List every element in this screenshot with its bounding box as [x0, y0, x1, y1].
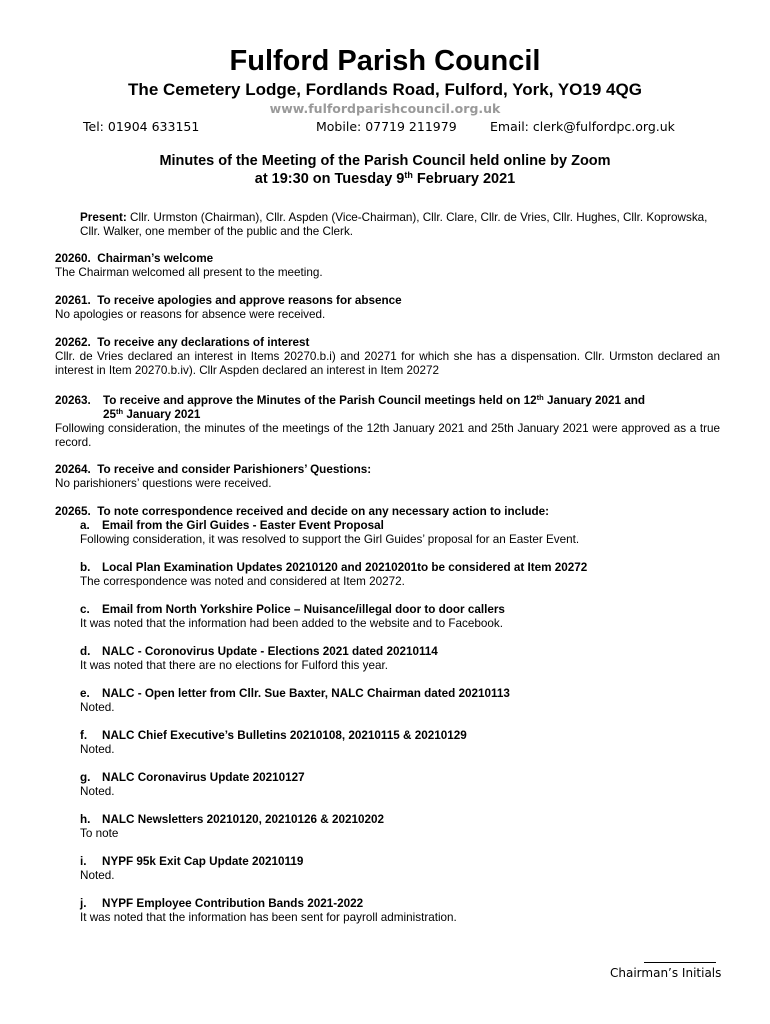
- item-20265: [55, 505, 720, 519]
- correspondence-title: Local Plan Examination Updates 20210120 and 20210201to be considered at Item 20272: [102, 561, 588, 574]
- item-title: To note correspondence received and decide on any necessary action to include:: [97, 505, 550, 518]
- correspondence-heading: [80, 519, 720, 533]
- item-text: The Chairman welcomed all present to the meeting.: [55, 266, 323, 279]
- correspondence-item-h: [80, 813, 720, 841]
- mobile-number: Mobile: 07719 211979: [316, 119, 457, 134]
- item-number: 20263.: [55, 394, 91, 407]
- correspondence-text: The correspondence was noted and considered at Item 20272.: [80, 575, 405, 588]
- item-title: To receive any declarations of interest: [97, 336, 310, 349]
- meeting-date-suffix: th: [404, 170, 413, 180]
- item-heading: [55, 394, 720, 408]
- item-heading: [55, 505, 720, 519]
- correspondence-item-c: [80, 603, 720, 631]
- meeting-heading-line2: [0, 170, 770, 188]
- item-title-date-month: January 2021: [123, 408, 201, 421]
- correspondence-item-b: [80, 561, 720, 589]
- correspondence-text: To note: [80, 827, 119, 840]
- meeting-date-text: at 19:30 on Tuesday 9: [254, 171, 405, 187]
- present-label: Present:: [80, 211, 127, 224]
- correspondence-heading: [80, 771, 720, 785]
- correspondence-text: Following consideration, it was resolved to support the Girl Guides’ proposal for an Easter Event.: [80, 533, 580, 546]
- telephone-number: Tel: 01904 633151: [83, 119, 200, 134]
- meeting-date-month: February 2021: [412, 171, 516, 187]
- item-title-date-suffix: th: [116, 407, 124, 416]
- correspondence-item-g: [80, 771, 720, 799]
- correspondence-item-j: [80, 897, 720, 925]
- correspondence-heading: [80, 687, 720, 701]
- item-number: 20261.: [55, 294, 91, 307]
- correspondence-title: NALC - Coronovirus Update - Elections 2021 dated 20210114: [102, 645, 438, 658]
- correspondence-heading: [80, 645, 720, 659]
- correspondence-letter: b.: [80, 561, 91, 574]
- item-heading: [55, 336, 720, 350]
- correspondence-title: Email from the Girl Guides - Easter Event Proposal: [102, 519, 384, 532]
- item-heading: [55, 463, 720, 477]
- item-20262: [55, 336, 720, 378]
- item-title-suffix: th: [536, 393, 544, 402]
- correspondence-item-a: [80, 519, 720, 547]
- item-number: 20265.: [55, 505, 91, 518]
- item-heading: [55, 252, 720, 266]
- meeting-heading-line1: Minutes of the Meeting of the Parish Council held online by Zoom: [159, 153, 611, 169]
- meeting-heading: [0, 152, 770, 188]
- correspondence-letter: a.: [80, 519, 90, 532]
- correspondence-heading: [80, 561, 720, 575]
- correspondence-letter: e.: [80, 687, 90, 700]
- correspondence-text: It was noted that the information has been sent for payroll administration.: [80, 911, 457, 924]
- item-number: 20264.: [55, 463, 91, 476]
- correspondence-title: NALC - Open letter from Cllr. Sue Baxter, NALC Chairman dated 20210113: [102, 687, 510, 700]
- correspondence-heading: [80, 897, 720, 911]
- correspondence-text: It was noted that there are no elections for Fulford this year.: [80, 659, 388, 672]
- correspondence-letter: c.: [80, 603, 90, 616]
- correspondence-heading: [80, 603, 720, 617]
- item-number: 20260.: [55, 252, 91, 265]
- item-heading-line2: [55, 408, 720, 422]
- correspondence-title: Email from North Yorkshire Police – Nuisance/illegal door to door callers: [102, 603, 505, 616]
- correspondence-text: Noted.: [80, 743, 115, 756]
- correspondence-title: NALC Newsletters 20210120, 20210126 & 20210202: [102, 813, 384, 826]
- item-title-date: 25: [103, 408, 117, 421]
- item-title: To receive and consider Parishioners’ Questions:: [97, 463, 372, 476]
- item-title: To receive and approve the Minutes of the Parish Council meetings held on 12: [103, 394, 537, 407]
- correspondence-heading: [80, 855, 720, 869]
- email-address: Email: clerk@fulfordpc.org.uk: [490, 119, 675, 134]
- council-title: Fulford Parish Council: [229, 45, 541, 77]
- correspondence-item-f: [80, 729, 720, 757]
- item-20264: [55, 463, 720, 491]
- correspondence-title: NALC Coronavirus Update 20210127: [102, 771, 305, 784]
- item-text: No parishioners’ questions were received.: [55, 477, 272, 490]
- item-text: Following consideration, the minutes of the meetings of the 12th January 2021 and 25th January 2021 were approved as a true record.: [55, 422, 720, 449]
- item-20260: [55, 252, 720, 280]
- present-paragraph: [80, 211, 720, 239]
- correspondence-item-d: [80, 645, 720, 673]
- initials-signature-line: [644, 962, 716, 963]
- correspondence-letter: d.: [80, 645, 91, 658]
- present-list: Cllr. Urmston (Chairman), Cllr. Aspden (Vice-Chairman), Cllr. Clare, Cllr. de Vries, Cllr. Hughes, Cllr. Koprowska, Cllr. Walker, one member of the public and the Clerk.: [80, 211, 708, 238]
- chairmans-initials-label: Chairman’s Initials: [610, 966, 722, 980]
- correspondence-title: NALC Chief Executive’s Bulletins 20210108, 20210115 & 20210129: [102, 729, 467, 742]
- item-title: Chairman’s welcome: [97, 252, 214, 265]
- item-title-end: January 2021 and: [543, 394, 646, 407]
- item-text: Cllr. de Vries declared an interest in Items 20270.b.i) and 20271 for which she has a dispensation. Cllr. Urmston declared an interest in Item 20270.b.iv). Cllr Aspden declared an interest in Item 20272: [55, 350, 720, 377]
- council-website: www.fulfordparishcouncil.org.uk: [269, 101, 501, 116]
- item-20261: [55, 294, 720, 322]
- correspondence-title: NYPF Employee Contribution Bands 2021-2022: [102, 897, 364, 910]
- item-text: No apologies or reasons for absence were received.: [55, 308, 326, 321]
- correspondence-text: It was noted that the information had been added to the website and to Facebook.: [80, 617, 503, 630]
- correspondence-text: Noted.: [80, 785, 115, 798]
- correspondence-letter: j.: [80, 897, 87, 910]
- council-address: The Cemetery Lodge, Fordlands Road, Fulford, York, YO19 4QG: [128, 80, 642, 99]
- correspondence-item-i: [80, 855, 720, 883]
- item-number: 20262.: [55, 336, 91, 349]
- item-20263: [55, 394, 720, 450]
- correspondence-letter: g.: [80, 771, 91, 784]
- correspondence-heading: [80, 729, 720, 743]
- item-title: To receive apologies and approve reasons for absence: [97, 294, 402, 307]
- correspondence-letter: f.: [80, 729, 88, 742]
- correspondence-letter: i.: [80, 855, 87, 868]
- correspondence-item-e: [80, 687, 720, 715]
- correspondence-text: Noted.: [80, 701, 115, 714]
- item-heading: [55, 294, 720, 308]
- correspondence-letter: h.: [80, 813, 91, 826]
- correspondence-heading: [80, 813, 720, 827]
- correspondence-text: Noted.: [80, 869, 115, 882]
- correspondence-title: NYPF 95k Exit Cap Update 20210119: [102, 855, 304, 868]
